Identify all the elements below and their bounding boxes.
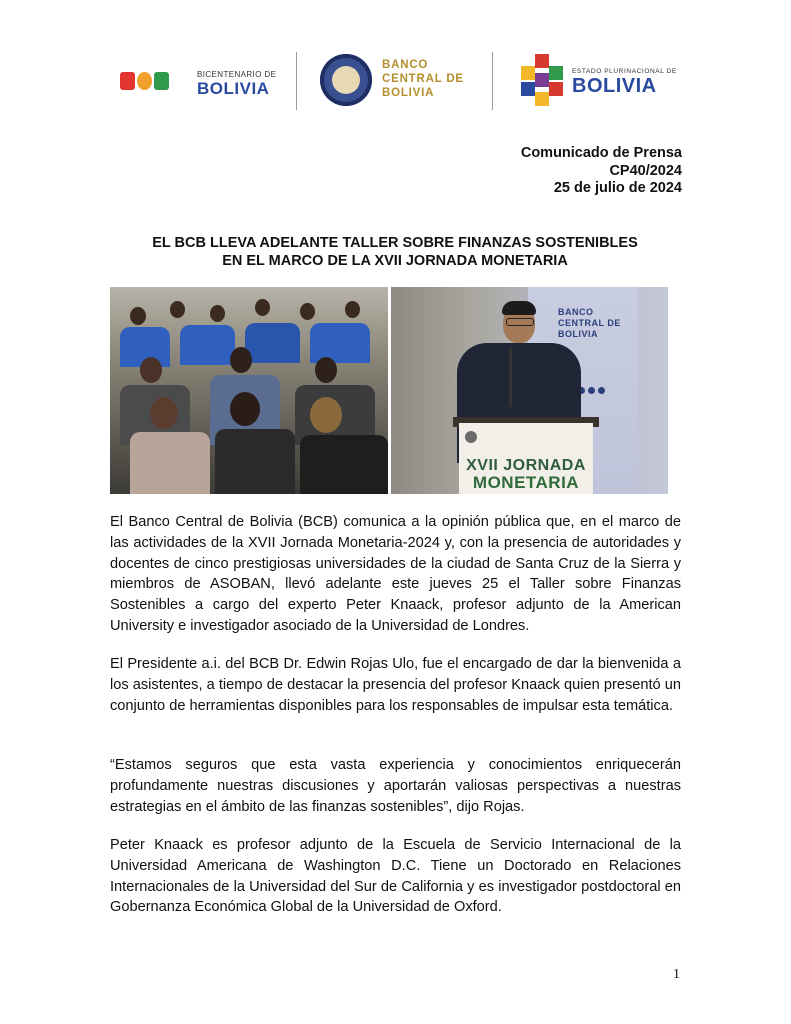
speaker-photo (391, 287, 668, 494)
body-paragraph: Peter Knaack es profesor adjunto de la Escuela de Servicio Internacional de la Universidad Americana de Washington D.C. Tiene un Doctorado en Relaciones Internacionales de la Universidad del Sur de California y es investigador postdoctoral en Gobernanza Económica Global de la Universidad de Oxford. (110, 837, 681, 916)
bicentenario-main-text: BOLIVIA (197, 79, 270, 98)
bicentenario-mark-green (154, 72, 169, 90)
press-release-reference (521, 145, 682, 198)
bicentenario-top-text: BICENTENARIO DE (197, 70, 277, 79)
body-paragraph: El Banco Central de Bolivia (BCB) comunica a la opinión pública que, en el marco de las actividades de la XVII Jornada Monetaria-2024 y, con la presencia de autoridades y docentes de cinco prestigiosas universidades de la ciudad de Santa Cruz de la Sierra y miembros de ASOBAN, llevó adelante este jueves 25 el Taller sobre Finanzas Sostenibles a cargo del experto Peter Knaack, profesor adjunto de la American University e investigador asociado de la Universidad de Londres. (110, 514, 681, 634)
social-icon (598, 387, 605, 394)
glasses-icon (506, 318, 534, 326)
banner-line: BOLIVIA (558, 329, 599, 339)
press-release-type: Comunicado de Prensa (520, 145, 682, 161)
bcb-logo-line: BOLIVIA (382, 87, 435, 99)
bicentenario-mark-red (120, 72, 135, 90)
press-release-date: 25 de julio de 2024 (553, 180, 682, 196)
headline (100, 234, 690, 270)
bcb-seal-icon (320, 54, 372, 106)
microphone-icon (509, 347, 512, 407)
body-paragraph: “Estamos seguros que esta vasta experiencia y conocimientos enriquecerán profundamente nuestras discusiones y aportarán valiosas perspectivas a nuestras estrategias en el ámbito de las finanzas sostenibles”, dijo Rojas. (110, 757, 681, 815)
podium-subtitle: MONETARIA (472, 473, 580, 492)
headline-line: EN EL MARCO DE LA XVII JORNADA MONETARIA (222, 253, 568, 269)
speaker-hair (502, 301, 536, 315)
bcb-logo-text (382, 58, 464, 100)
letterhead (120, 50, 677, 112)
estado-top-text: ESTADO PLURINACIONAL DE (572, 68, 677, 75)
page-number: 1 (673, 967, 680, 982)
bcb-logo-line: BANCO (382, 59, 429, 71)
bcb-seal-icon (465, 431, 477, 443)
bicentenario-logo (120, 68, 280, 98)
bcb-logo-line: CENTRAL DE (382, 73, 464, 85)
bcb-seal-portrait (332, 66, 360, 94)
banner-line: BANCO (558, 307, 594, 317)
podium-title: XVII JORNADA (466, 457, 586, 474)
banner-line: CENTRAL DE (558, 318, 621, 328)
bicentenario-mark-yellow (137, 72, 152, 90)
estado-plurinacional-emblem-icon (518, 54, 566, 106)
estado-main-text: BOLIVIA (572, 75, 657, 97)
body-paragraph: El Presidente a.i. del BCB Dr. Edwin Rojas Ulo, fue el encargado de dar la bienvenida a los asistentes, a tiempo de destacar la presencia del profesor Knaack quien presentó un conjunto de herramientas disponibles para los responsables de impulsar esta temática. (110, 656, 681, 714)
headline-line: EL BCB LLEVA ADELANTE TALLER SOBRE FINANZAS SOSTENIBLES (152, 235, 638, 251)
bicentenario-marks (120, 72, 169, 90)
social-icon (588, 387, 595, 394)
banner-text (558, 307, 621, 340)
header-divider (492, 52, 493, 110)
audience-photo (110, 287, 388, 494)
press-release-code: CP40/2024 (609, 162, 682, 179)
header-divider (296, 52, 297, 110)
